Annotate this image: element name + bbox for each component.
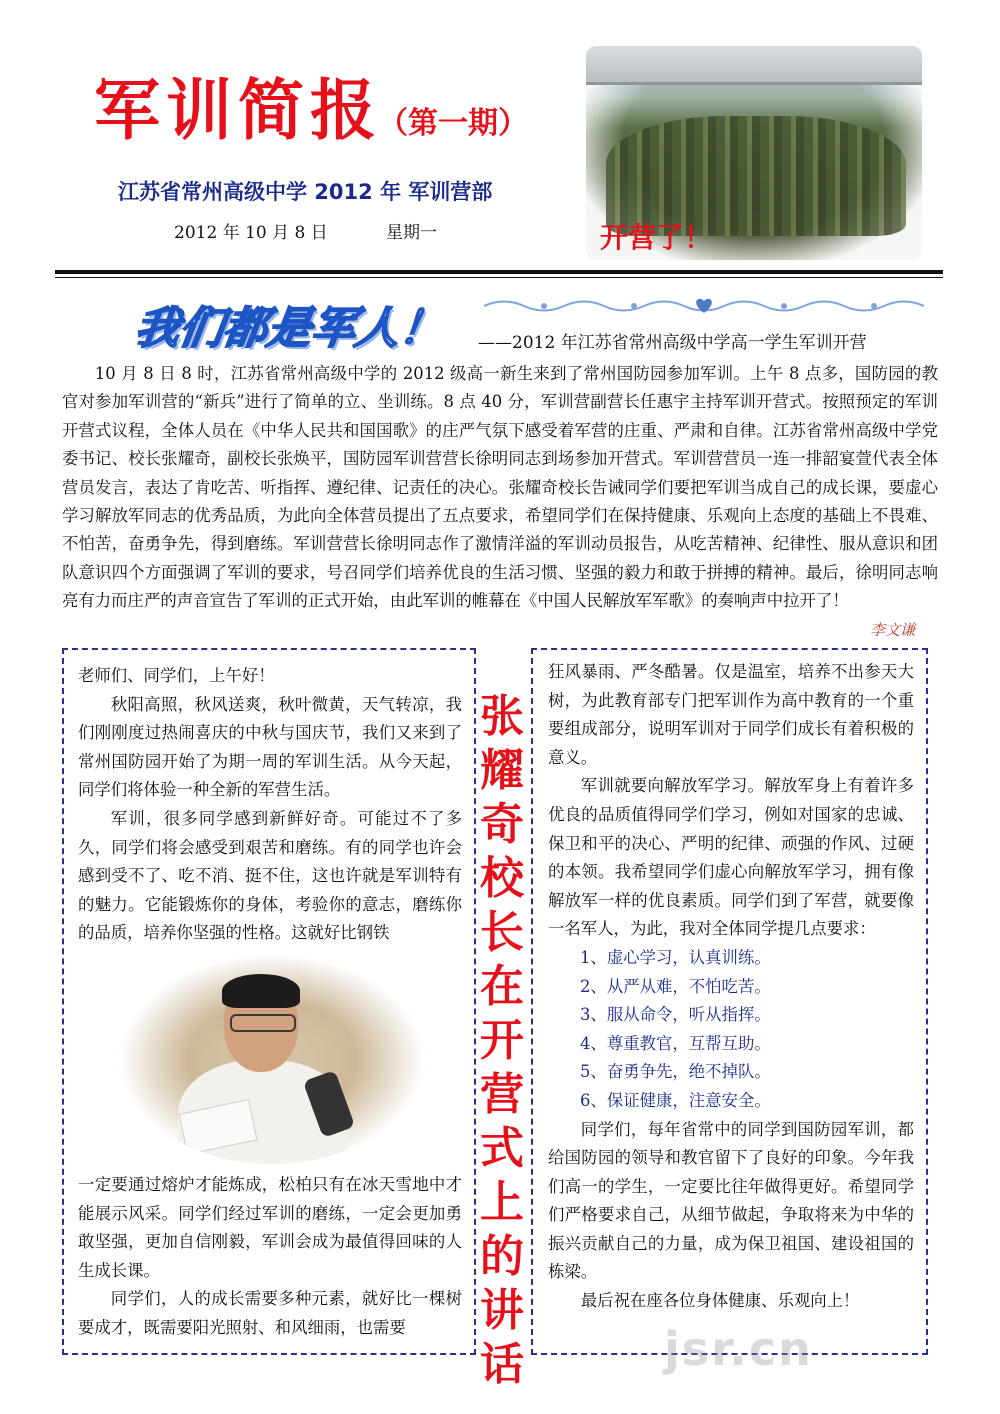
training-camp-photo	[586, 46, 922, 260]
requirement-item: 4、尊重教官，互帮互助。	[580, 1033, 771, 1053]
speech-paragraph: 军训，很多同学感到新鲜好奇。可能过不了多久，同学们将会感受到艰苦和磨练。有的同学也许会感到受不了、吃不消、挺不住，这也许就是军训特有的魅力。它能锻炼你的身体，考验你的意志，磨练你的品质，培养你坚强的性格。这就好比钢铁	[78, 808, 462, 943]
tent-canopy	[586, 46, 922, 85]
principal-portrait	[122, 956, 422, 1164]
speech-closing: 最后祝在座各位身体健康、乐观向上！	[580, 1291, 860, 1311]
speech-paragraph: 一定要通过熔炉才能炼成，松柏只有在冰天雪地中才能展示风采。同学们经过军训的磨练，一定会更加勇敢坚强，更加自信刚毅，军训会成为最值得回味的人生成长课。	[78, 1175, 462, 1280]
vertical-title-char: 耀	[480, 745, 524, 796]
vertical-title-char: 在	[480, 961, 524, 1012]
vertical-title-char: 校	[480, 853, 524, 904]
vertical-title-char: 式	[480, 1123, 524, 1174]
article-title: 我们都是军人！	[131, 303, 447, 354]
newsletter-title: 军训简报	[94, 72, 382, 149]
header-divider-thin	[55, 277, 943, 278]
vertical-title-char: 的	[480, 1231, 524, 1282]
publish-weekday: 星期一	[386, 223, 437, 243]
vertical-title-char: 开	[480, 1015, 524, 1066]
speech-paragraph: 军训就要向解放军学习。解放军身上有着许多优良的品质值得同学们学习，例如对国家的忠诚、保卫和平的决心、严明的纪律、顽强的作风、过硬的本领。我希望同学们虚心向解放军学习，拥有像解放军一样的优良素质。同学们到了军营，就要像一名军人，为此，我对全体同学提几点要求：	[548, 776, 914, 939]
site-watermark: jsr.cn	[664, 1322, 813, 1376]
organization: 江苏省常州高级中学 2012 年 军训营部	[118, 180, 493, 204]
article-subtitle: ——2012 年江苏省常州高级中学高一学生军训开营	[478, 333, 867, 353]
speech-greeting: 老师们、同学们，上午好！	[78, 666, 275, 685]
speech-paragraph: 秋阳高照，秋风送爽，秋叶微黄，天气转凉，我们刚刚度过热闹喜庆的中秋与国庆节，我们又来到了常州国防园开始了为期一周的军训生活。从今天起，同学们将体验一种全新的军营生活。	[78, 694, 462, 800]
requirement-item: 1、虚心学习，认真训练。	[580, 947, 771, 967]
vertical-title-char: 张	[480, 691, 524, 742]
decorative-border-ornament	[484, 295, 924, 317]
photo-caption: 开营了！	[600, 221, 713, 254]
publish-date: 2012 年 10 月 8 日	[174, 223, 328, 243]
speech-left-column-top	[78, 662, 462, 948]
portrait-glasses	[230, 1014, 296, 1032]
speech-left-column-bottom	[78, 1171, 462, 1343]
vertical-title-char: 上	[480, 1177, 524, 1228]
requirement-item: 3、服从命令，听从指挥。	[580, 1005, 771, 1025]
speech-paragraph: 同学们，人的成长需要多种元素，就好比一棵树要成才，既需要阳光照射、和风细雨，也需要	[78, 1289, 462, 1337]
header-divider	[55, 270, 943, 274]
portrait-hair	[222, 974, 300, 1008]
vertical-title-char: 长	[480, 907, 524, 958]
issue-number: （第一期）	[378, 106, 528, 141]
requirement-item: 2、从严从难，不怕吃苦。	[580, 976, 771, 996]
requirement-item: 5、奋勇争先，绝不掉队。	[580, 1062, 771, 1082]
speech-paragraph: 同学们，每年省常中的同学到国防园军训，都给国防园的领导和教官留下了良好的印象。今年我们高一的学生，一定要比往年做得更好。希望同学们严格要求自己，从细节做起，争取将来为中华的振兴贡献自己的力量，成为保卫祖国、建设祖国的栋梁。	[548, 1119, 914, 1282]
article-author: 李文谦	[870, 621, 916, 639]
speech-vertical-title	[474, 690, 530, 1392]
vertical-title-char: 奇	[480, 799, 524, 850]
vertical-title-char: 讲	[480, 1285, 524, 1336]
speech-paragraph: 狂风暴雨、严冬酷暑。仅是温室，培养不出参天大树，为此教育部专门把军训作为高中教育的一个重要组成部分，说明军训对于同学们成长有着积极的意义。	[548, 662, 914, 767]
article-body: 10 月 8 日 8 时，江苏省常州高级中学的 2012 级高一新生来到了常州国防园参加军训。上午 8 点多，国防园的教官对参加军训营的“新兵”进行了简单的立、坐训练。8 点 40 分，军训营副营长任惠宇主持军训开营式。按照预定的军训开营式议程，全体人员在《中华人民共和国国歌》的庄严气氛下感受着军营的庄重、严肃和自律。江苏省常州高级中学党委书记、校长张耀奇，副校长张焕平，国防园军训营营长徐明同志到场参加开营式。军训营营员一连一排韶宴萱代表全体营员发言，表达了肯吃苦、听指挥、遵纪律、记责任的决心。张耀奇校长告诫同学们要把军训当成自己的成长课，要虚心学习解放军同志的优秀品质，为此向全体营员提出了五点要求，希望同学们在保持健康、乐观向上态度的基础上不畏难、不怕苦，奋勇争先，得到磨练。军训营营长徐明同志作了激情洋溢的军训动员报告，从吃苦精神、纪律性、服从意识和团队意识四个方面强调了军训的要求，号召同学们培养优良的生活习惯、坚强的毅力和敢于拼搏的精神。最后，徐明同志响亮有力而庄严的声音宣告了军训的正式开始，由此军训的帷幕在《中国人民解放军军歌》的奏响声中拉开了！	[62, 364, 938, 611]
speech-right-column	[548, 658, 914, 1316]
requirement-item: 6、保证健康，注意安全。	[580, 1090, 771, 1110]
vertical-title-char: 话	[480, 1339, 524, 1390]
vertical-title-char: 营	[480, 1069, 524, 1120]
